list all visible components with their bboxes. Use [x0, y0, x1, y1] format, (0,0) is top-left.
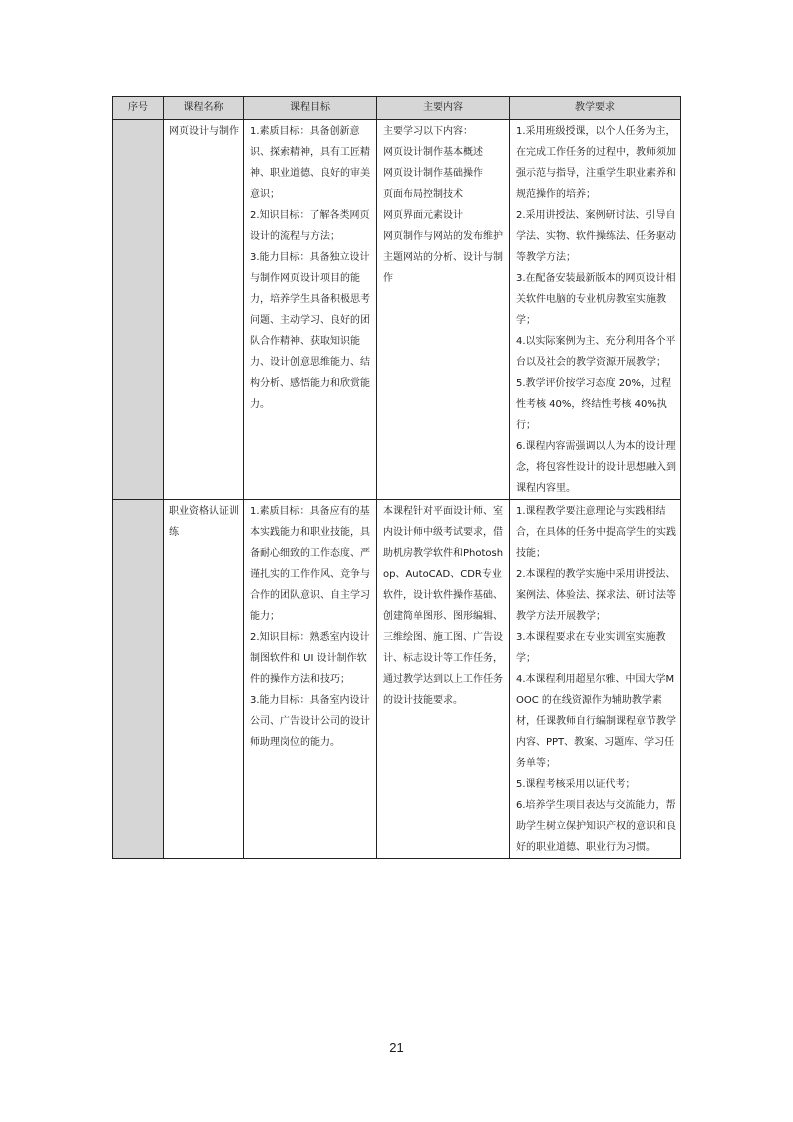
header-course-name: 课程名称: [164, 97, 244, 120]
main-content-cell: [377, 120, 510, 500]
requirement-item: 5.课程考核采用以证代考；: [516, 779, 636, 790]
goal-item: 2.知识目标：熟悉室内设计制图软件和 UI 设计制作软件的操作方法和技巧；: [250, 632, 370, 685]
course-name-cell: 网页设计与制作: [164, 120, 244, 500]
requirement-item: 1.采用班级授课，以个人任务为主，在完成工作任务的过程中，教师须加强示范与指导，注重学生职业素养和规范操作的培养；: [516, 126, 676, 200]
course-goal-cell: [244, 500, 377, 859]
content-item: 主要学习以下内容：: [383, 126, 473, 137]
page-number: 21: [389, 1040, 404, 1055]
main-content-cell: [377, 500, 510, 859]
content-item: 网页制作与网站的发布维护: [383, 231, 503, 242]
goal-item: 3.能力目标：具备独立设计与制作网页设计项目的能力，培养学生具备积极思考问题、主动学习、良好的团队合作精神、获取知识能力、设计创意思维能力、结构分析、感悟能力和欣赏能力。: [250, 252, 370, 410]
teaching-requirements-cell: [510, 120, 681, 500]
goal-item: 3.能力目标：具备室内设计公司、广告设计公司的设计师助理岗位的能力。: [250, 695, 370, 748]
requirement-item: 4.本课程利用超星尔雅、中国大学MOOC 的在线资源作为辅助教学素材，任课教师自行编制课程章节教学内容、PPT、教案、习题库、学习任务单等；: [516, 674, 676, 769]
requirement-item: 6.课程内容需强调以人为本的设计理念，将包容性设计的设计思想融入到课程内容里。: [516, 441, 676, 494]
goal-item: 1.素质目标：具备创新意识、探索精神，具有工匠精神、职业道德、良好的审美意识；: [250, 126, 370, 200]
seq-cell: [113, 500, 164, 859]
requirement-item: 6.培养学生项目表达与交流能力，帮助学生树立保护知识产权的意识和良好的职业道德、职业行为习惯。: [516, 800, 676, 853]
requirement-item: 3.在配备安装最新版本的网页设计相关软件电脑的专业机房教室实施教学；: [516, 273, 676, 326]
requirement-item: 3.本课程要求在专业实训室实施教学；: [516, 632, 666, 664]
content-item: 网页设计制作基础操作: [383, 168, 483, 179]
table-header-row: [113, 97, 681, 120]
table-row: [113, 120, 681, 500]
course-name-cell: 职业资格认证训练: [164, 500, 244, 859]
content-item: 主题网站的分析、设计与制作: [383, 252, 503, 284]
content-item: 网页设计制作基本概述: [383, 147, 483, 158]
header-main-content: 主要内容: [377, 97, 510, 120]
course-table: [112, 96, 681, 859]
requirement-item: 2.本课程的教学实施中采用讲授法、案例法、体验法、探求法、研讨法等教学方法开展教学；: [516, 569, 676, 622]
seq-cell: [113, 120, 164, 500]
goal-item: 1.素质目标：具备应有的基本实践能力和职业技能，具备耐心细致的工作态度、严谨扎实的工作作风、竞争与合作的团队意识、自主学习能力；: [250, 506, 370, 622]
requirement-item: 4.以实际案例为主、充分利用各个平台以及社会的教学资源开展教学；: [516, 336, 676, 368]
course-goal-cell: [244, 120, 377, 500]
content-item: 页面布局控制技术: [383, 189, 463, 200]
goal-item: 2.知识目标：了解各类网页设计的流程与方法；: [250, 210, 370, 242]
header-seq: 序号: [113, 97, 164, 120]
requirement-item: 1.课程教学要注意理论与实践相结合，在具体的任务中提高学生的实践技能；: [516, 506, 676, 559]
header-course-goal: 课程目标: [244, 97, 377, 120]
requirement-item: 2.采用讲授法、案例研讨法、引导自学法、实物、软件操练法、任务驱动等教学方法；: [516, 210, 676, 263]
content-item: 本课程针对平面设计师、室内设计师中级考试要求，借助机房教学软件和Photoshop、AutoCAD、CDR专业软件，设计软件操作基础、创建简单图形、图形编辑、三维绘图、施工图、广告设计、标志设计等工作任务，通过教学达到以上工作任务的设计技能要求。: [383, 506, 504, 706]
teaching-requirements-cell: [510, 500, 681, 859]
table-row: [113, 500, 681, 859]
header-teaching-requirements: 教学要求: [510, 97, 681, 120]
content-item: 网页界面元素设计: [383, 210, 463, 221]
requirement-item: 5.教学评价按学习态度 20%，过程性考核 40%，终结性考核 40%执行；: [516, 378, 671, 431]
